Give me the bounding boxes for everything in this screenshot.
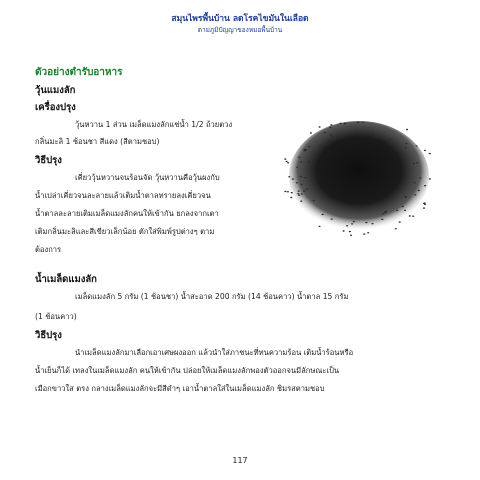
page-number: 117 bbox=[232, 456, 248, 465]
recipe1-method-line: เคี่ยววุ้นหวานจนร้อนจัด วุ้นหวานคือวุ้นผงกับ bbox=[75, 173, 220, 182]
recipe1-ingredient-line: กลิ่นมะลิ 1 ช้อนชา สีแดง (สีตามชอบ) bbox=[35, 137, 160, 146]
recipe1-method-line: เติมกลิ่นมะลิและสีเขียวเล็กน้อย ตักใส่พิมพ์รูปต่างๆ ตาม bbox=[35, 227, 215, 236]
recipe2-method-line: เมือกขาวใส ตรง กลางเมล็ดแมงลักจะมีสีดำๆ เอาน้ำตาลใส่ในเมล็ดแมงลัก ชิมรสตามชอบ bbox=[35, 384, 325, 393]
recipe1-method-line: ต้องการ bbox=[35, 245, 62, 254]
recipe2-ingredient-line: เมล็ดแมงลัก 5 กรัม (1 ช้อนชา) น้ำสะอาด 200 กรัม (14 ช้อนคาว) น้ำตาล 15 กรัม bbox=[75, 292, 349, 301]
recipe1-method-heading: วิธีปรุง bbox=[35, 155, 62, 166]
page-header bbox=[0, 14, 480, 35]
recipe1-method-line: น้ำเปล่าเคี่ยวจนละลายแล้วเติมน้ำตาลทรายลงเคี่ยวจน bbox=[35, 191, 211, 200]
recipe1-name: วุ้นแมงลัก bbox=[35, 85, 76, 96]
recipe2-method-line: นำเมล็ดแมงลักมาเลือกเอาเศษผงออก แล้วนำใส่ภาชนะที่ทนความร้อน เติมน้ำร้อนหรือ bbox=[75, 348, 354, 357]
recipe2-ingredient-line: (1 ช้อนคาว) bbox=[35, 312, 77, 321]
recipe2-method-heading: วิธีปรุง bbox=[35, 330, 62, 341]
header-subtitle: ตามภูมิปัญญาของหมอพื้นบ้าน bbox=[197, 26, 283, 34]
section-heading: ตัวอย่างตำรับอาหาร bbox=[35, 67, 123, 78]
recipe1-ingredients-heading: เครื่องปรุง bbox=[35, 102, 76, 113]
recipe2-method-line: น้ำเย็นก็ได้ เทลงในเมล็ดแมงลัก คนให้เข้ากัน ปล่อยให้เมล็ดแมงลักพองตัวออกจนมีลักษณะเป็น bbox=[35, 366, 340, 375]
header-title: สมุนไพรพื้นบ้าน ลดโรคไขมันในเลือด bbox=[171, 14, 309, 24]
recipe1-method-line: น้ำตาลละลายเติมเมล็ดแมงลักคนให้เข้ากัน ยกลงจากเตา bbox=[35, 209, 219, 218]
basil-seeds-photo bbox=[283, 120, 433, 238]
recipe2-name: น้ำเมล็ดแมงลัก bbox=[35, 274, 97, 285]
recipe1-ingredient-line: วุ้นหวาน 1 ส่วน เมล็ดแมงลักแช่น้ำ 1/2 ถ้วยตวง bbox=[75, 120, 233, 129]
